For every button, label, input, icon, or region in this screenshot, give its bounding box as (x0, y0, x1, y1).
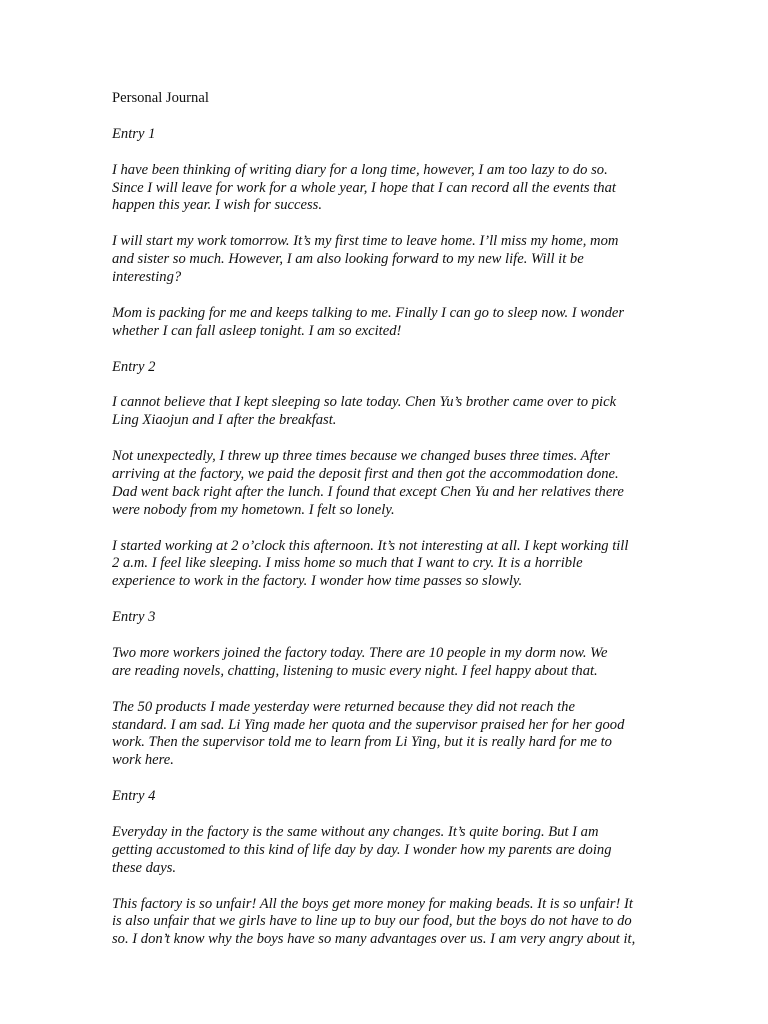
text-line: 2 a.m. I feel like sleeping. I miss home so much that I want to cry. It is a horrible (112, 555, 583, 572)
text-line: I cannot believe that I kept sleeping so late today. Chen Yu’s brother came over to pick (112, 394, 617, 411)
text-line: I have been thinking of writing diary for a long time, however, I am too lazy to do so. (112, 161, 608, 178)
journal-paragraph (112, 896, 660, 950)
text-line: these days. (112, 859, 177, 876)
text-line: Two more workers joined the factory today. There are 10 people in my dorm now. We (112, 644, 608, 661)
text-line: Everyday in the factory is the same without any changes. It’s quite boring. But I am (112, 823, 599, 840)
text-line: Not unexpectedly, I threw up three times because we changed buses three times. After (112, 448, 610, 465)
text-line: happen this year. I wish for success. (112, 197, 322, 214)
journal-paragraph (112, 699, 660, 771)
text-line: Ling Xiaojun and I after the breakfast. (112, 412, 337, 429)
text-line: arriving at the factory, we paid the deposit first and then got the accommodation done. (112, 465, 619, 482)
journal-paragraph (112, 233, 660, 287)
text-line: experience to work in the factory. I wonder how time passes so slowly. (112, 573, 523, 590)
journal-page (112, 90, 660, 967)
text-line: I started working at 2 o’clock this afternoon. It’s not interesting at all. I kept working till (112, 537, 629, 554)
text-line: Mom is packing for me and keeps talking to me. Finally I can go to sleep now. I wonder (112, 304, 625, 321)
text-line: standard. I am sad. Li Ying made her quota and the supervisor praised her for her good (112, 716, 625, 733)
entry-heading (112, 359, 660, 377)
journal-paragraph (112, 645, 660, 681)
text-line: Entry 1 (112, 125, 156, 142)
entry-heading (112, 126, 660, 144)
journal-paragraph (112, 824, 660, 878)
journal-paragraph (112, 394, 660, 430)
journal-paragraph (112, 305, 660, 341)
entry-heading (112, 609, 660, 627)
text-line: I will start my work tomorrow. It’s my first time to leave home. I’ll miss my home, mom (112, 233, 619, 250)
text-line: Since I will leave for work for a whole year, I hope that I can record all the events that (112, 179, 616, 196)
journal-body (112, 126, 660, 949)
text-line: Entry 3 (112, 609, 156, 626)
page-title: Personal Journal (112, 90, 209, 106)
entry-heading (112, 788, 660, 806)
text-line: Entry 4 (112, 788, 156, 805)
text-line: were nobody from my hometown. I felt so lonely. (112, 501, 395, 518)
text-line: and sister so much. However, I am also looking forward to my new life. Will it be (112, 251, 584, 268)
text-line: whether I can fall asleep tonight. I am so excited! (112, 322, 402, 339)
text-line: This factory is so unfair! All the boys get more money for making beads. It is so unfair! It (112, 895, 633, 912)
text-line: interesting? (112, 269, 182, 286)
text-line: The 50 products I made yesterday were returned because they did not reach the (112, 698, 575, 715)
text-line: work here. (112, 752, 174, 769)
text-line: Dad went back right after the lunch. I found that except Chen Yu and her relatives there (112, 483, 624, 500)
text-line: so. I don’t know why the boys have so many advantages over us. I am very angry about it, (112, 931, 636, 948)
journal-paragraph (112, 162, 660, 216)
journal-paragraph (112, 538, 660, 592)
text-line: getting accustomed to this kind of life day by day. I wonder how my parents are doing (112, 841, 612, 858)
text-line: work. Then the supervisor told me to learn from Li Ying, but it is really hard for me to (112, 734, 612, 751)
text-line: Entry 2 (112, 358, 156, 375)
text-line: is also unfair that we girls have to line up to buy our food, but the boys do not have to do (112, 913, 632, 930)
text-line: are reading novels, chatting, listening to music every night. I feel happy about that. (112, 662, 598, 679)
journal-paragraph (112, 448, 660, 520)
